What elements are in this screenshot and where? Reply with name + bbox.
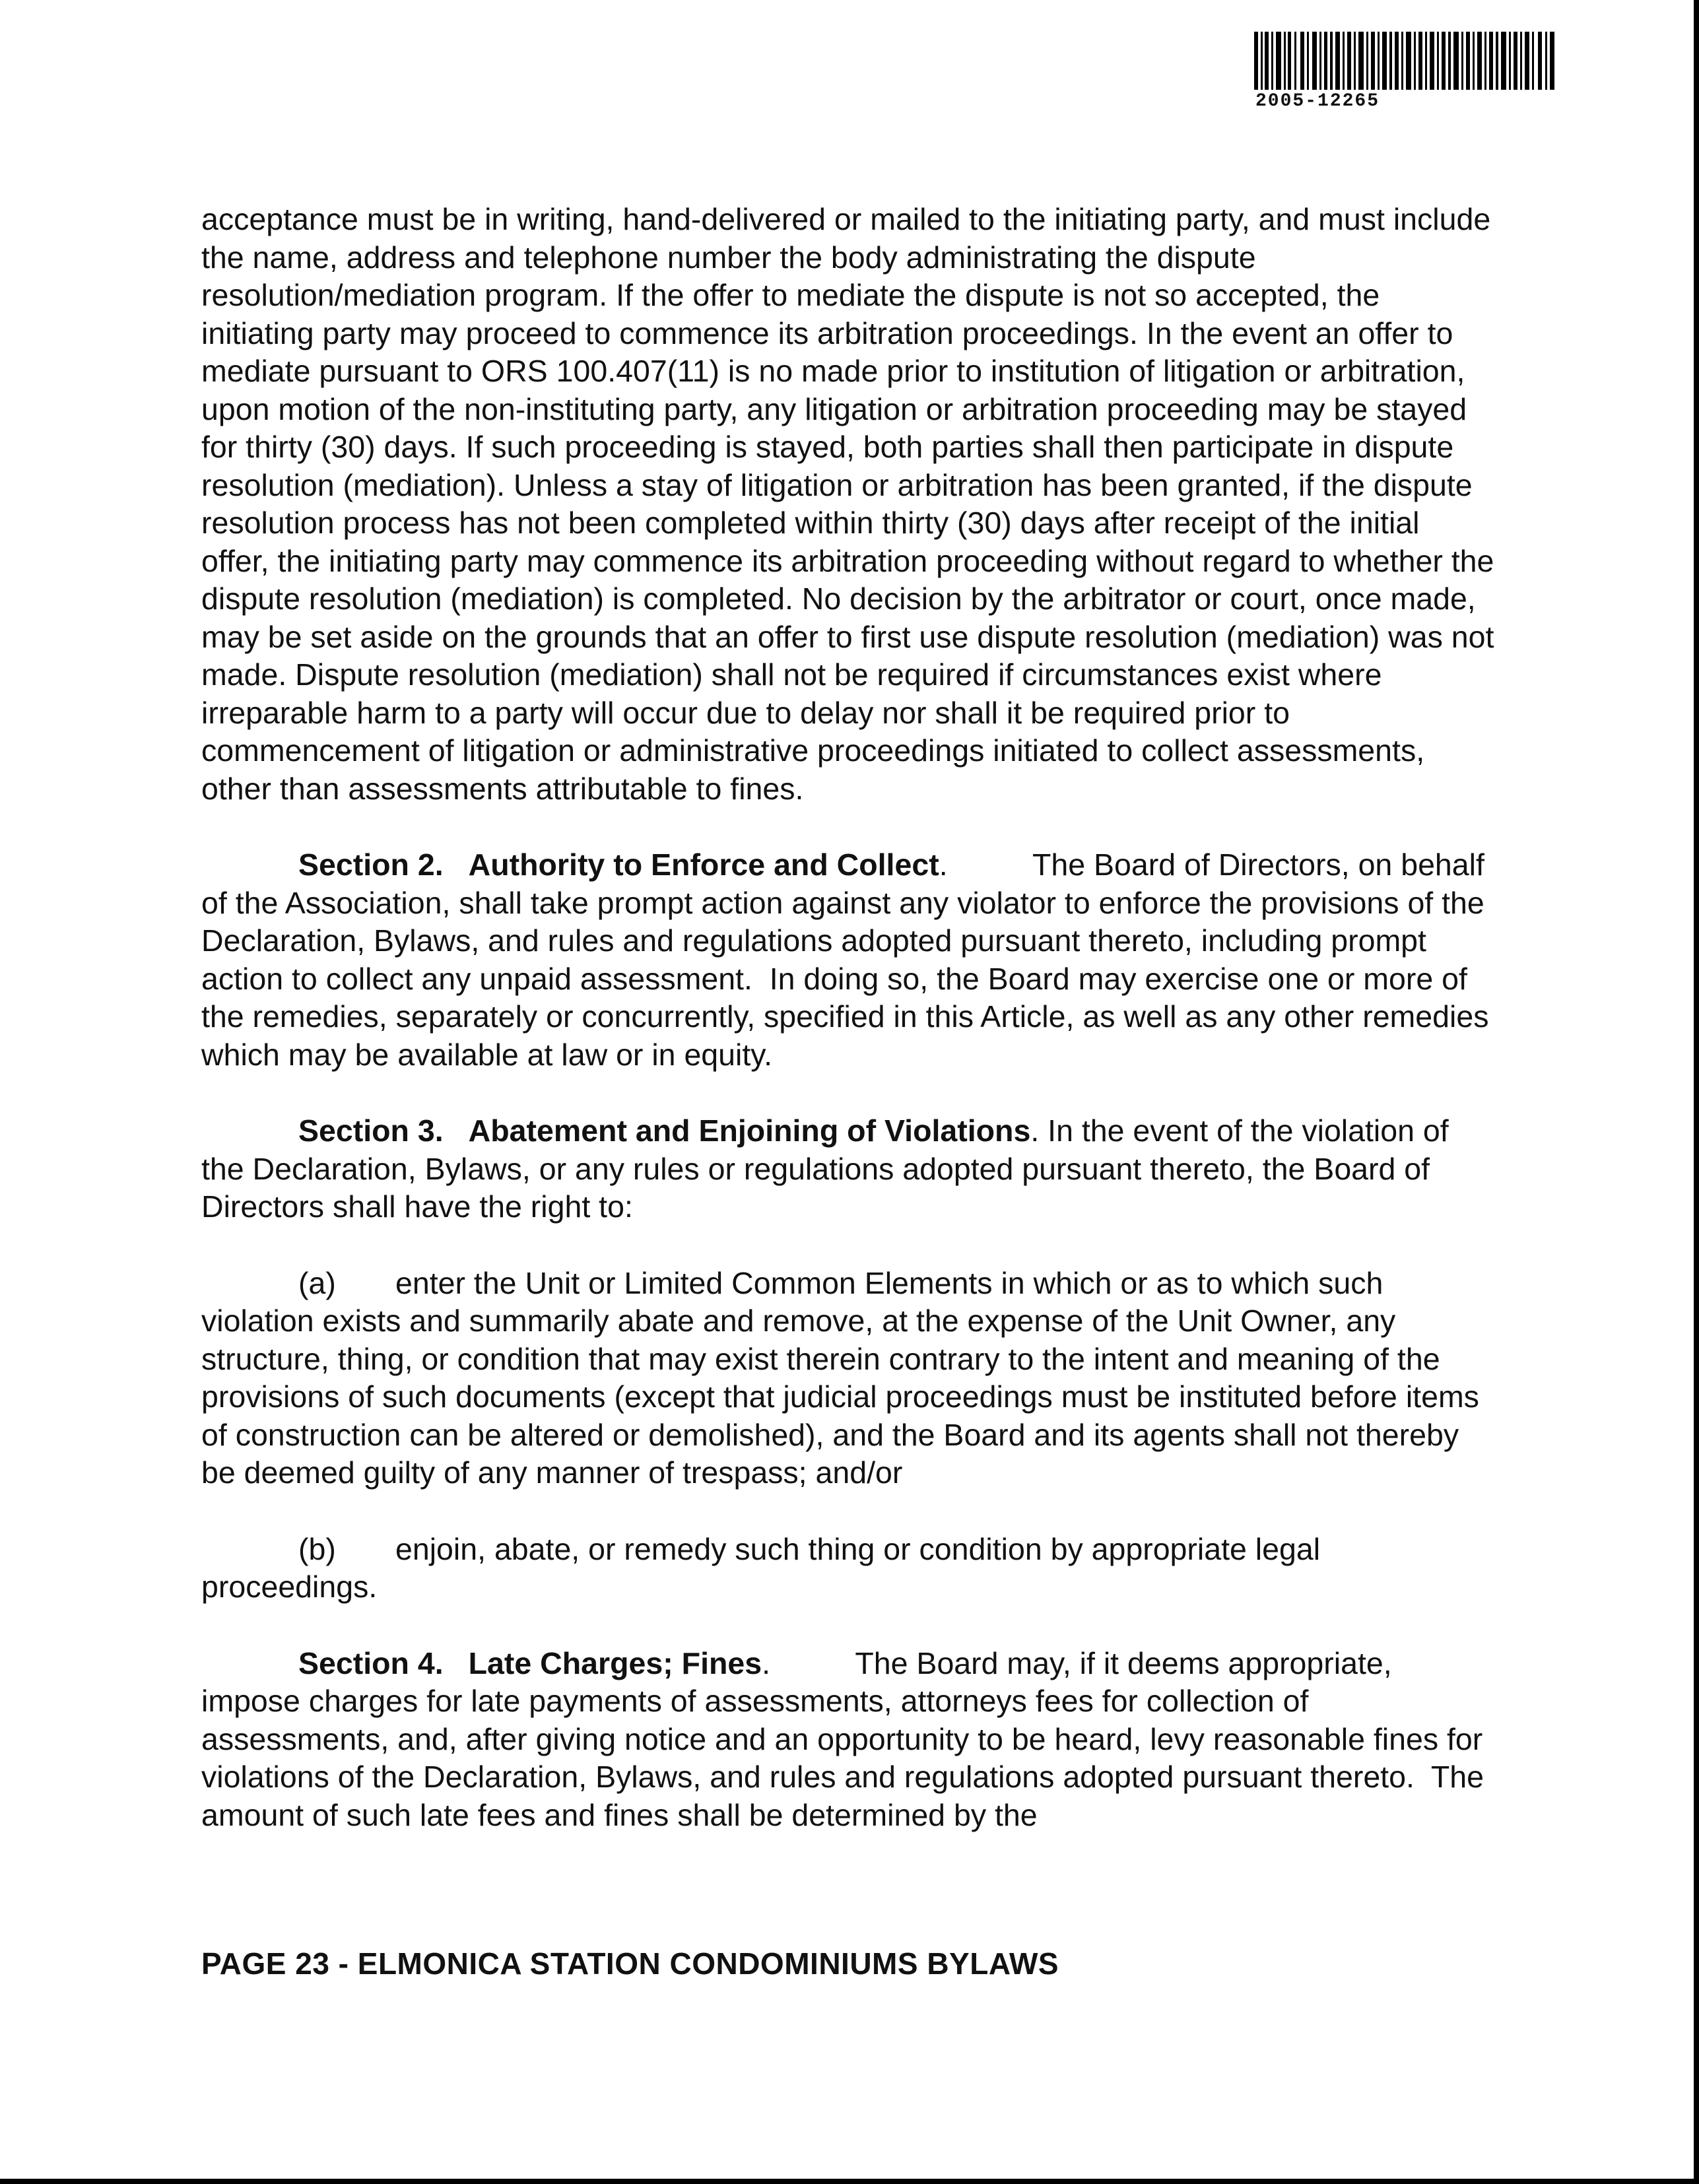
item-a-label: (a) [298, 1265, 336, 1300]
item-a-text: enter the Unit or Limited Common Elements in which or as to which such violation exists and summarily abate and remove, at the expense of the Unit Owner, any structure, thing, or condition that may exist therein contrary to the intent and meaning of the provisions of such documents (except that judicial proceedings must be instituted before items of construction can be altered or demolished), and the Board and its agents shall not thereby be deemed guilty of any manner of trespass; and/or [201, 1265, 1479, 1490]
barcode-image [1254, 32, 1558, 90]
recording-barcode [1254, 32, 1558, 112]
section-3-item-b [201, 1531, 1495, 1606]
item-b-label: (b) [298, 1531, 336, 1566]
section-2-title: Authority to Enforce and Collect [468, 847, 939, 882]
section-4-title: Late Charges; Fines [468, 1645, 762, 1680]
section-2-number: Section 2. [298, 847, 444, 882]
section-3-item-a [201, 1265, 1495, 1492]
section-3-text: . In the event of the violation of the Declaration, Bylaws, or any rules or regulations adopted pursuant thereto, the Board of Directors shall have the right to: [201, 1113, 1449, 1224]
section-2-paragraph [201, 846, 1498, 1074]
section-3-paragraph [201, 1112, 1495, 1226]
paragraph-mediation-continued: acceptance must be in writing, hand-delivered or mailed to the initiating party, and must include the name, address and telephone number the body administrating the dispute resolution/mediation program. If the offer to mediate the dispute is not so accepted, the initiating party may proceed to commence its arbitration proceedings. In the event an offer to mediate pursuant to ORS 100.407(11) is no made prior to institution of litigation or arbitration, upon motion of the non-instituting party, any litigation or arbitration proceeding may be stayed for thirty (30) days. If such proceeding is stayed, both parties shall then participate in dispute resolution (mediation). Unless a stay of litigation or arbitration has been granted, if the dispute resolution process has not been completed within thirty (30) days after receipt of the initial offer, the initiating party may commence its arbitration proceeding without regard to whether the dispute resolution (mediation) is completed. No decision by the arbitrator or court, once made, may be set aside on the grounds that an offer to first use dispute resolution (mediation) was not made. Dispute resolution (mediation) shall not be required if circumstances exist where irreparable harm to a party will occur due to delay nor shall it be required prior to commencement of litigation or administrative proceedings initiated to collect assessments, other than assessments attributable to fines. [201, 202, 1494, 806]
section-4-paragraph [201, 1645, 1495, 1835]
section-4-text: . The Board may, if it deems appropriate, impose charges for late payments of assessments, attorneys fees for collection of assessments, and, after giving notice and an opportunity to be heard, levy reasonable fines for violations of the Declaration, Bylaws, and rules and regulations adopted pursuant thereto. The amount of such late fees and fines shall be determined by the [201, 1645, 1492, 1832]
section-3-title: Abatement and Enjoining of Violations [468, 1113, 1031, 1148]
section-4-number: Section 4. [298, 1645, 444, 1680]
document-body [201, 201, 1498, 1872]
item-b-text: enjoin, abate, or remedy such thing or condition by appropriate legal proceedings. [201, 1531, 1321, 1604]
page-footer: PAGE 23 - ELMONICA STATION CONDOMINIUMS BYLAWS [201, 1946, 1059, 1981]
section-3-number: Section 3. [298, 1113, 444, 1148]
section-2-text: . The Board of Directors, on behalf of the Association, shall take prompt action against any violator to enforce the provisions of the Declaration, Bylaws, and rules and regulations adopted pursuant thereto, including prompt action to collect any unpaid assessment. In doing so, the Board may exercise one or more of the remedies, separately or concurrently, specified in this Article, as well as any other remedies which may be available at law or in equity. [201, 847, 1498, 1072]
barcode-number: 2005-12265 [1255, 91, 1380, 112]
